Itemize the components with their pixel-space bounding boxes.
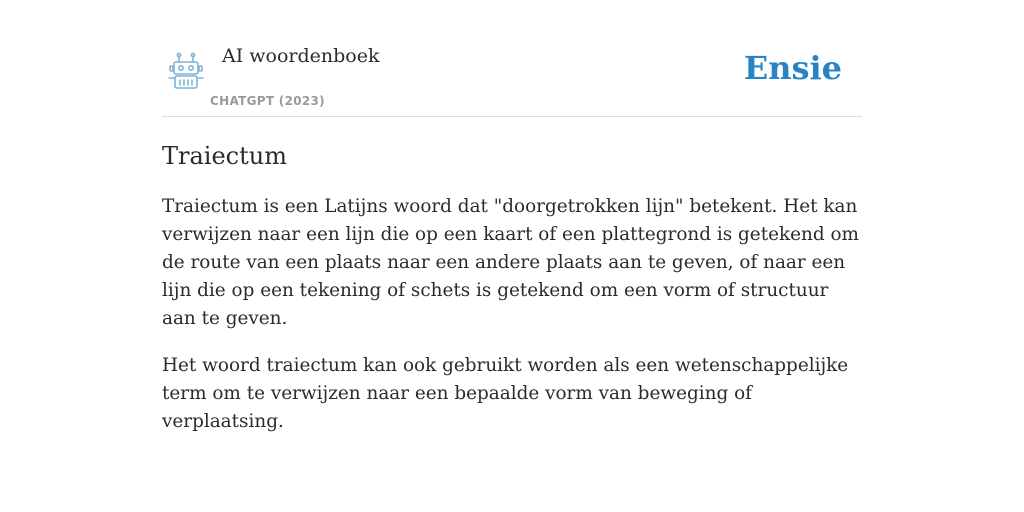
definition-paragraph-2: Het woord traiectum kan ook gebruikt worden als een wetenschappelijke term om te verwijzen naar een bepaalde vorm van beweging of verplaatsing. — [162, 355, 849, 432]
site-title[interactable]: AI woordenboek — [222, 45, 380, 67]
robot-icon — [166, 52, 206, 90]
entry-title: Traiectum — [162, 142, 287, 170]
definition-paragraph-1: Traiectum is een Latijns woord dat "doorgetrokken lijn" betekent. Het kan verwijzen naar een lijn die op een kaart of een plattegrond is getekend om de route van een plaats naar een andere plaats aan te geven, of naar een lijn die op een tekening of schets is getekend om een vorm of structuur aan te geven. — [162, 196, 859, 329]
brand-logo[interactable]: Ensie — [743, 49, 842, 87]
header — [162, 0, 862, 117]
source-label: CHATGPT (2023) — [210, 94, 325, 108]
page-container — [162, 0, 862, 436]
